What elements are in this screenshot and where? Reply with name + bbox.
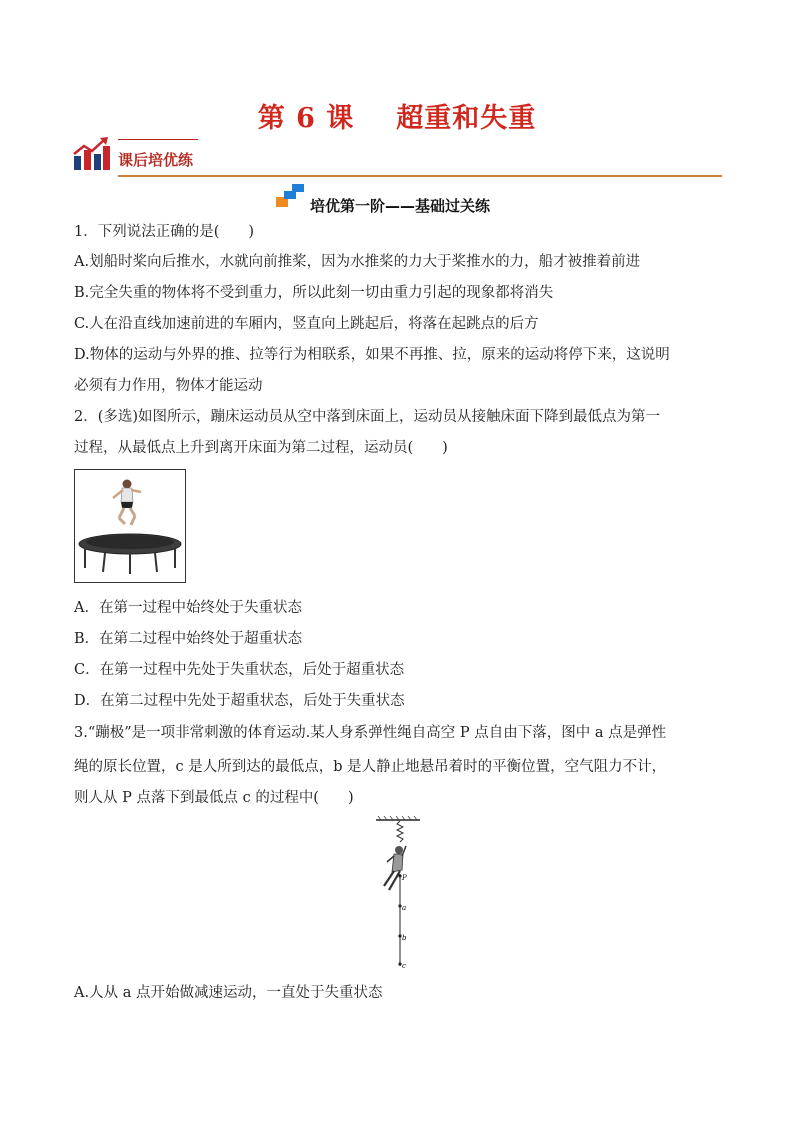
lesson-number: 第 6 课 (257, 103, 355, 134)
q1-stem: 1．下列说法正确的是( ) (74, 224, 255, 240)
subsection-title: 培优第一阶——基础过关练 (310, 197, 491, 215)
q2-option-c: C．在第一过程中先处于失重状态，后处于超重状态 (74, 662, 405, 678)
bar-chart-icon (72, 136, 112, 172)
q3-option-a: A.人从 a 点开始做减速运动，一直处于失重状态 (74, 985, 383, 1001)
page-title (0, 96, 794, 135)
trampoline-figure (74, 469, 186, 583)
q2-option-a: A．在第一过程中始终处于失重状态 (74, 600, 302, 616)
q2-stem: 2．(多选)如图所示，蹦床运动员从空中落到床面上，运动员从接触床面下降到最低点为第一 (74, 409, 661, 425)
q2-stem-cont: 过程，从最低点上升到离开床面为第二过程，运动员( ) (74, 440, 448, 456)
section-label: 课后培优练 (118, 151, 194, 169)
lesson-title: 超重和失重 (396, 103, 537, 134)
q3-stem-cont-1: 绳的原长位置，c 是人所到达的最低点，b 是人静止地悬吊着时的平衡位置，空气阻力不计， (74, 759, 667, 775)
point-b-label: b (402, 934, 407, 942)
q1-option-a: A.划船时桨向后推水，水就向前推桨，因为水推桨的力大于桨推水的力，船才被推着前进 (74, 254, 641, 270)
q2-option-d: D．在第二过程中先处于超重状态，后处于失重状态 (74, 693, 405, 709)
q3-stem-cont-2: 则人从 P 点落下到最低点 c 的过程中( ) (74, 790, 354, 806)
q1-option-d-cont: 必须有力作用，物体才能运动 (74, 378, 263, 394)
section-top-line (118, 139, 198, 140)
stairs-icon (276, 183, 306, 209)
point-c-label: c (402, 962, 406, 970)
q1-option-c: C.人在沿直线加速前进的车厢内，竖直向上跳起后，将落在起跳点的后方 (74, 316, 539, 332)
q3-stem: 3.“蹦极”是一项非常刺激的体育运动.某人身系弹性绳自高空 P 点自由下落，图中 a 点是弹性 (74, 725, 667, 741)
q2-option-b: B．在第二过程中始终处于超重状态 (74, 631, 303, 647)
point-a-label: a (402, 904, 407, 912)
q1-option-b: B.完全失重的物体将不受到重力，所以此刻一切由重力引起的现象都将消失 (74, 285, 554, 301)
point-p-label: P (402, 874, 407, 882)
section-divider (118, 175, 722, 177)
bungee-figure (370, 816, 430, 974)
q1-option-d: D.物体的运动与外界的推、拉等行为相联系，如果不再推、拉，原来的运动将停下来，这说明 (74, 347, 670, 363)
